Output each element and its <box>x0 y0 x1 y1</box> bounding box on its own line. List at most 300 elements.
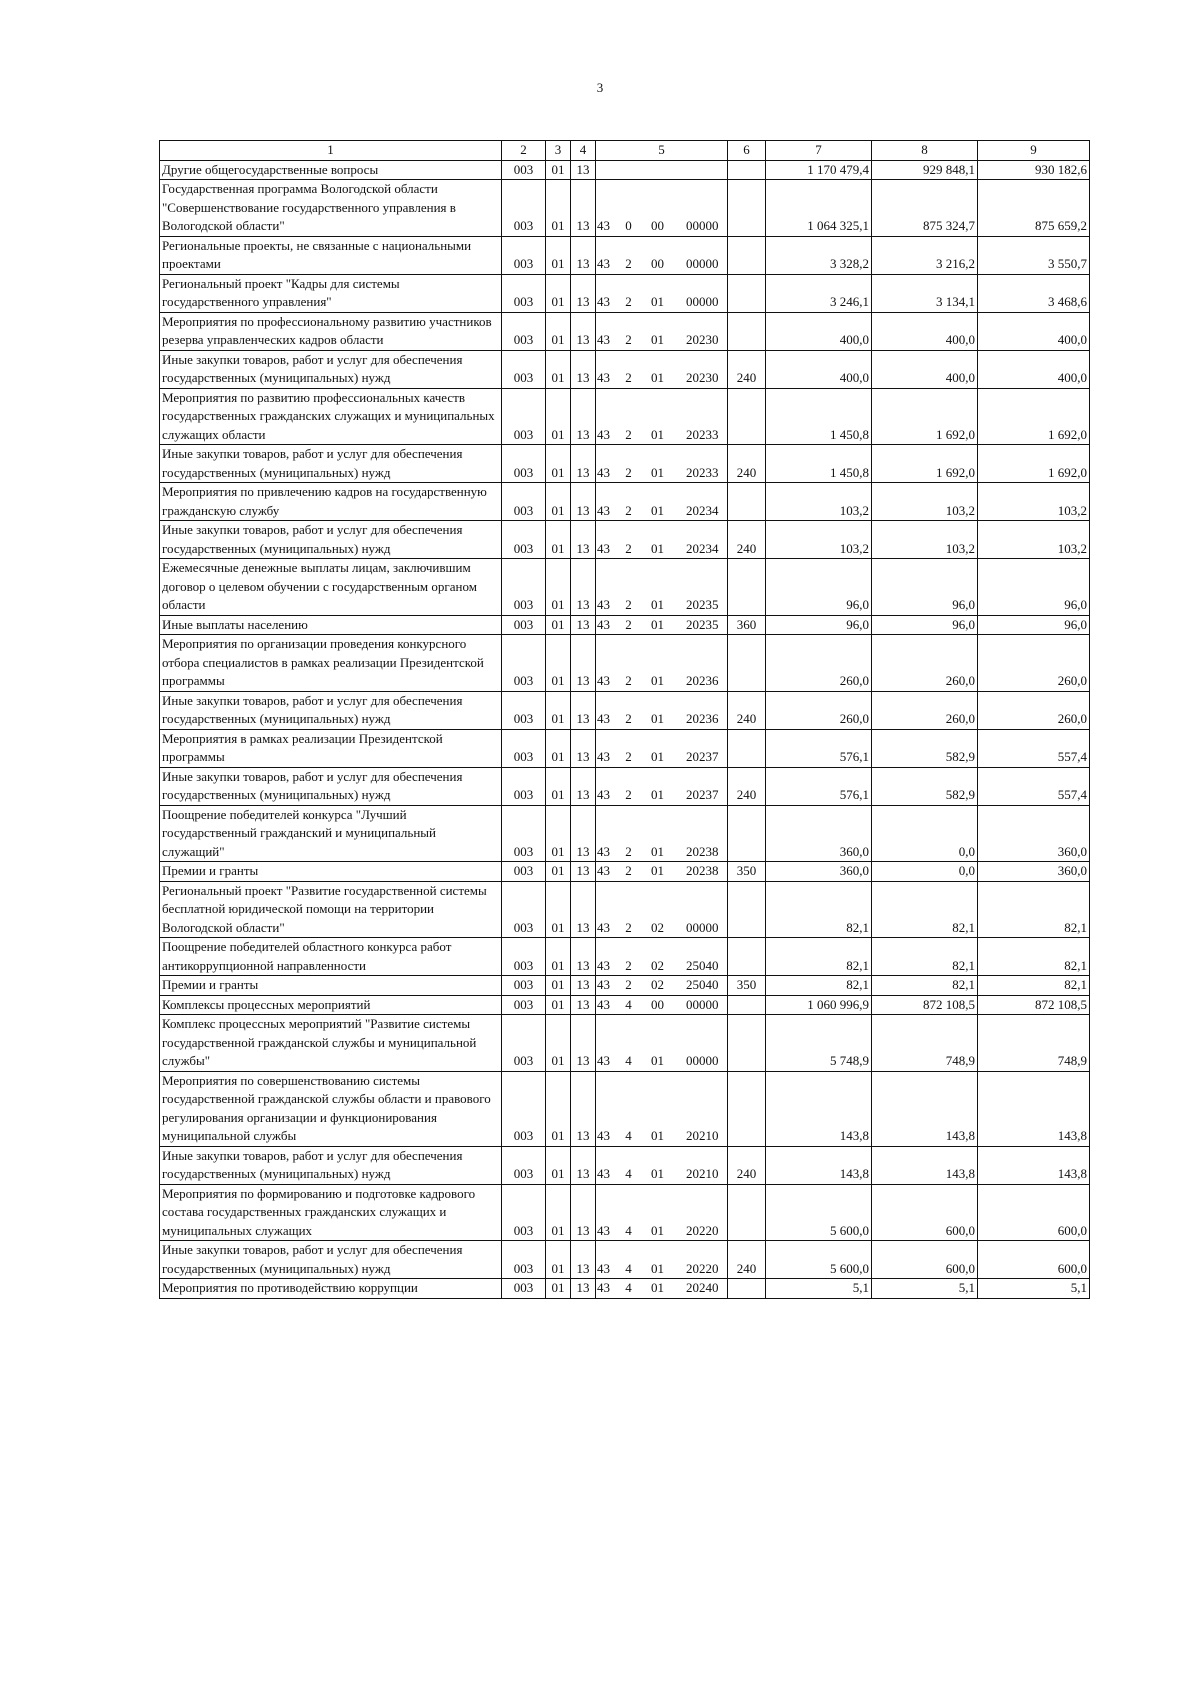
amount-year1-cell: 1 064 325,1 <box>766 180 872 237</box>
csr-direction-cell: 00000 <box>678 180 728 237</box>
vr-cell <box>728 635 766 692</box>
ved-cell: 003 <box>502 881 546 938</box>
ved-cell: 003 <box>502 274 546 312</box>
table-row <box>160 1146 1090 1184</box>
pr-cell: 13 <box>571 881 596 938</box>
amount-year3-cell: 930 182,6 <box>978 160 1090 180</box>
csr-type-cell: 2 <box>620 767 638 805</box>
vr-cell <box>728 312 766 350</box>
amount-year1-cell: 260,0 <box>766 691 872 729</box>
csr-type-cell: 2 <box>620 483 638 521</box>
amount-year3-cell: 96,0 <box>978 615 1090 635</box>
rz-cell: 01 <box>546 236 571 274</box>
csr-type-cell: 2 <box>620 445 638 483</box>
amount-year3-cell: 103,2 <box>978 521 1090 559</box>
amount-year3-cell: 360,0 <box>978 805 1090 862</box>
amount-year2-cell: 103,2 <box>872 483 978 521</box>
csr-direction-cell: 00000 <box>678 274 728 312</box>
csr-element-cell: 00 <box>638 236 678 274</box>
pr-cell: 13 <box>571 995 596 1015</box>
name-cell: Мероприятия в рамках реализации Президентской программы <box>160 729 502 767</box>
amount-year3-cell: 1 692,0 <box>978 388 1090 445</box>
pr-cell: 13 <box>571 521 596 559</box>
vr-cell <box>728 1071 766 1146</box>
rz-cell: 01 <box>546 1241 571 1279</box>
csr-element-cell: 01 <box>638 274 678 312</box>
rz-cell: 01 <box>546 938 571 976</box>
rz-cell: 01 <box>546 805 571 862</box>
csr-program-cell: 43 <box>596 862 620 882</box>
amount-year3-cell: 82,1 <box>978 976 1090 996</box>
csr-program-cell: 43 <box>596 976 620 996</box>
ved-cell: 003 <box>502 976 546 996</box>
csr-type-cell: 4 <box>620 1015 638 1072</box>
rz-cell: 01 <box>546 274 571 312</box>
csr-direction-cell: 20233 <box>678 445 728 483</box>
ved-cell: 003 <box>502 1146 546 1184</box>
csr-element-cell: 00 <box>638 995 678 1015</box>
ved-cell: 003 <box>502 1071 546 1146</box>
amount-year3-cell: 400,0 <box>978 312 1090 350</box>
rz-cell: 01 <box>546 483 571 521</box>
csr-direction-cell: 20220 <box>678 1241 728 1279</box>
name-cell: Мероприятия по развитию профессиональных качеств государственных гражданских служащих и муниципальных служащих области <box>160 388 502 445</box>
pr-cell: 13 <box>571 938 596 976</box>
ved-cell: 003 <box>502 350 546 388</box>
pr-cell: 13 <box>571 635 596 692</box>
csr-element-cell: 01 <box>638 1241 678 1279</box>
amount-year2-cell: 3 134,1 <box>872 274 978 312</box>
pr-cell: 13 <box>571 180 596 237</box>
rz-cell: 01 <box>546 160 571 180</box>
header-cell: 7 <box>766 141 872 161</box>
amount-year2-cell: 82,1 <box>872 976 978 996</box>
csr-element-cell: 01 <box>638 729 678 767</box>
amount-year2-cell: 260,0 <box>872 635 978 692</box>
name-cell: Премии и гранты <box>160 862 502 882</box>
csr-element-cell: 01 <box>638 805 678 862</box>
vr-cell: 240 <box>728 350 766 388</box>
pr-cell: 13 <box>571 805 596 862</box>
csr-direction-cell: 00000 <box>678 236 728 274</box>
table-row <box>160 767 1090 805</box>
csr-direction-cell: 20210 <box>678 1146 728 1184</box>
ved-cell: 003 <box>502 559 546 616</box>
csr-type-cell: 4 <box>620 1146 638 1184</box>
csr-element-cell: 01 <box>638 1184 678 1241</box>
rz-cell: 01 <box>546 881 571 938</box>
amount-year2-cell: 872 108,5 <box>872 995 978 1015</box>
amount-year2-cell: 582,9 <box>872 767 978 805</box>
pr-cell: 13 <box>571 1184 596 1241</box>
amount-year2-cell: 260,0 <box>872 691 978 729</box>
csr-type-cell: 2 <box>620 274 638 312</box>
amount-year2-cell: 0,0 <box>872 862 978 882</box>
amount-year1-cell: 103,2 <box>766 521 872 559</box>
amount-year2-cell: 103,2 <box>872 521 978 559</box>
name-cell: Поощрение победителей областного конкурса работ антикоррупционной направленности <box>160 938 502 976</box>
rz-cell: 01 <box>546 559 571 616</box>
csr-program-cell: 43 <box>596 881 620 938</box>
rz-cell: 01 <box>546 691 571 729</box>
ved-cell: 003 <box>502 691 546 729</box>
table-row <box>160 180 1090 237</box>
amount-year3-cell: 1 692,0 <box>978 445 1090 483</box>
csr-program-cell: 43 <box>596 767 620 805</box>
rz-cell: 01 <box>546 180 571 237</box>
amount-year1-cell: 260,0 <box>766 635 872 692</box>
name-cell: Поощрение победителей конкурса "Лучший государственный гражданский и муниципальный служащий" <box>160 805 502 862</box>
amount-year2-cell: 400,0 <box>872 312 978 350</box>
csr-direction-cell: 00000 <box>678 1015 728 1072</box>
csr-element-cell: 01 <box>638 1146 678 1184</box>
csr-direction-cell: 20235 <box>678 559 728 616</box>
ved-cell: 003 <box>502 1241 546 1279</box>
table-row <box>160 160 1090 180</box>
csr-element-cell: 01 <box>638 615 678 635</box>
amount-year1-cell: 576,1 <box>766 767 872 805</box>
name-cell: Региональный проект "Кадры для системы государственного управления" <box>160 274 502 312</box>
amount-year3-cell: 5,1 <box>978 1279 1090 1299</box>
name-cell: Иные закупки товаров, работ и услуг для обеспечения государственных (муниципальных) нужд <box>160 691 502 729</box>
rz-cell: 01 <box>546 729 571 767</box>
csr-direction-cell: 25040 <box>678 976 728 996</box>
amount-year2-cell: 96,0 <box>872 559 978 616</box>
table-row <box>160 805 1090 862</box>
table-row <box>160 350 1090 388</box>
amount-year2-cell: 96,0 <box>872 615 978 635</box>
pr-cell: 13 <box>571 160 596 180</box>
csr-program-cell: 43 <box>596 729 620 767</box>
amount-year3-cell: 557,4 <box>978 729 1090 767</box>
amount-year2-cell: 929 848,1 <box>872 160 978 180</box>
amount-year2-cell: 0,0 <box>872 805 978 862</box>
csr-element-cell <box>638 160 678 180</box>
amount-year1-cell: 5 600,0 <box>766 1184 872 1241</box>
amount-year3-cell: 360,0 <box>978 862 1090 882</box>
amount-year3-cell: 557,4 <box>978 767 1090 805</box>
csr-type-cell <box>620 160 638 180</box>
name-cell: Ежемесячные денежные выплаты лицам, заключившим договор о целевом обучении с государственным органом области <box>160 559 502 616</box>
amount-year1-cell: 5 748,9 <box>766 1015 872 1072</box>
csr-type-cell: 2 <box>620 691 638 729</box>
amount-year3-cell: 103,2 <box>978 483 1090 521</box>
ved-cell: 003 <box>502 615 546 635</box>
table-row <box>160 521 1090 559</box>
ved-cell: 003 <box>502 521 546 559</box>
vr-cell: 350 <box>728 976 766 996</box>
name-cell: Комплексы процессных мероприятий <box>160 995 502 1015</box>
csr-element-cell: 02 <box>638 938 678 976</box>
rz-cell: 01 <box>546 995 571 1015</box>
amount-year3-cell: 82,1 <box>978 938 1090 976</box>
csr-type-cell: 2 <box>620 388 638 445</box>
pr-cell: 13 <box>571 729 596 767</box>
name-cell: Другие общегосударственные вопросы <box>160 160 502 180</box>
csr-program-cell: 43 <box>596 559 620 616</box>
amount-year2-cell: 143,8 <box>872 1146 978 1184</box>
pr-cell: 13 <box>571 767 596 805</box>
amount-year1-cell: 3 246,1 <box>766 274 872 312</box>
amount-year2-cell: 3 216,2 <box>872 236 978 274</box>
table-row <box>160 312 1090 350</box>
csr-element-cell: 01 <box>638 350 678 388</box>
pr-cell: 13 <box>571 1241 596 1279</box>
vr-cell <box>728 995 766 1015</box>
csr-type-cell: 2 <box>620 559 638 616</box>
vr-cell <box>728 236 766 274</box>
rz-cell: 01 <box>546 1071 571 1146</box>
name-cell: Иные закупки товаров, работ и услуг для обеспечения государственных (муниципальных) нужд <box>160 350 502 388</box>
csr-direction-cell: 20238 <box>678 862 728 882</box>
csr-program-cell: 43 <box>596 938 620 976</box>
table-row <box>160 691 1090 729</box>
csr-type-cell: 4 <box>620 1241 638 1279</box>
name-cell: Иные закупки товаров, работ и услуг для обеспечения государственных (муниципальных) нужд <box>160 1241 502 1279</box>
name-cell: Мероприятия по совершенствованию системы государственной гражданской службы области и правового регулирования организации и функционирования муниципальной службы <box>160 1071 502 1146</box>
amount-year3-cell: 260,0 <box>978 691 1090 729</box>
csr-program-cell: 43 <box>596 1184 620 1241</box>
amount-year2-cell: 875 324,7 <box>872 180 978 237</box>
amount-year1-cell: 400,0 <box>766 350 872 388</box>
rz-cell: 01 <box>546 1184 571 1241</box>
csr-program-cell: 43 <box>596 615 620 635</box>
vr-cell: 240 <box>728 521 766 559</box>
csr-program-cell: 43 <box>596 1241 620 1279</box>
csr-direction-cell: 20236 <box>678 691 728 729</box>
name-cell: Иные закупки товаров, работ и услуг для обеспечения государственных (муниципальных) нужд <box>160 767 502 805</box>
header-cell: 1 <box>160 141 502 161</box>
rz-cell: 01 <box>546 445 571 483</box>
vr-cell: 350 <box>728 862 766 882</box>
vr-cell: 240 <box>728 1146 766 1184</box>
csr-program-cell <box>596 160 620 180</box>
csr-type-cell: 4 <box>620 995 638 1015</box>
table-row <box>160 995 1090 1015</box>
csr-element-cell: 01 <box>638 862 678 882</box>
csr-program-cell: 43 <box>596 805 620 862</box>
name-cell: Премии и гранты <box>160 976 502 996</box>
amount-year3-cell: 872 108,5 <box>978 995 1090 1015</box>
amount-year3-cell: 260,0 <box>978 635 1090 692</box>
pr-cell: 13 <box>571 236 596 274</box>
name-cell: Иные закупки товаров, работ и услуг для обеспечения государственных (муниципальных) нужд <box>160 521 502 559</box>
table-row <box>160 881 1090 938</box>
table-row <box>160 1279 1090 1299</box>
csr-program-cell: 43 <box>596 180 620 237</box>
table-row <box>160 274 1090 312</box>
amount-year1-cell: 96,0 <box>766 615 872 635</box>
name-cell: Мероприятия по привлечению кадров на государственную гражданскую службу <box>160 483 502 521</box>
ved-cell: 003 <box>502 862 546 882</box>
table-row <box>160 559 1090 616</box>
rz-cell: 01 <box>546 1146 571 1184</box>
ved-cell: 003 <box>502 388 546 445</box>
csr-direction-cell: 20234 <box>678 483 728 521</box>
rz-cell: 01 <box>546 1015 571 1072</box>
ved-cell: 003 <box>502 767 546 805</box>
amount-year2-cell: 82,1 <box>872 938 978 976</box>
csr-direction-cell: 20237 <box>678 767 728 805</box>
amount-year3-cell: 748,9 <box>978 1015 1090 1072</box>
amount-year3-cell: 600,0 <box>978 1241 1090 1279</box>
pr-cell: 13 <box>571 1279 596 1299</box>
name-cell: Региональные проекты, не связанные с национальными проектами <box>160 236 502 274</box>
vr-cell <box>728 388 766 445</box>
table-row <box>160 729 1090 767</box>
csr-program-cell: 43 <box>596 388 620 445</box>
table-row <box>160 483 1090 521</box>
ved-cell: 003 <box>502 729 546 767</box>
vr-cell <box>728 180 766 237</box>
csr-program-cell: 43 <box>596 521 620 559</box>
ved-cell: 003 <box>502 445 546 483</box>
csr-program-cell: 43 <box>596 236 620 274</box>
header-cell: 9 <box>978 141 1090 161</box>
csr-element-cell: 01 <box>638 1071 678 1146</box>
table-row <box>160 236 1090 274</box>
rz-cell: 01 <box>546 521 571 559</box>
name-cell: Мероприятия по организации проведения конкурсного отбора специалистов в рамках реализации Президентской программы <box>160 635 502 692</box>
ved-cell: 003 <box>502 1279 546 1299</box>
vr-cell <box>728 1184 766 1241</box>
csr-element-cell: 01 <box>638 521 678 559</box>
csr-element-cell: 01 <box>638 1015 678 1072</box>
page-number: 3 <box>596 80 604 95</box>
csr-direction-cell: 20240 <box>678 1279 728 1299</box>
amount-year2-cell: 82,1 <box>872 881 978 938</box>
csr-element-cell: 01 <box>638 559 678 616</box>
csr-type-cell: 2 <box>620 521 638 559</box>
ved-cell: 003 <box>502 938 546 976</box>
amount-year3-cell: 600,0 <box>978 1184 1090 1241</box>
table-row <box>160 862 1090 882</box>
csr-element-cell: 01 <box>638 1279 678 1299</box>
ved-cell: 003 <box>502 160 546 180</box>
name-cell: Иные закупки товаров, работ и услуг для обеспечения государственных (муниципальных) нужд <box>160 445 502 483</box>
amount-year3-cell: 96,0 <box>978 559 1090 616</box>
amount-year1-cell: 82,1 <box>766 976 872 996</box>
rz-cell: 01 <box>546 862 571 882</box>
csr-direction-cell: 20234 <box>678 521 728 559</box>
csr-program-cell: 43 <box>596 483 620 521</box>
vr-cell: 240 <box>728 691 766 729</box>
vr-cell: 360 <box>728 615 766 635</box>
csr-type-cell: 4 <box>620 1279 638 1299</box>
csr-program-cell: 43 <box>596 1279 620 1299</box>
csr-type-cell: 2 <box>620 881 638 938</box>
csr-element-cell: 01 <box>638 388 678 445</box>
csr-element-cell: 01 <box>638 767 678 805</box>
csr-program-cell: 43 <box>596 635 620 692</box>
header-cell: 2 <box>502 141 546 161</box>
csr-direction-cell: 20230 <box>678 312 728 350</box>
pr-cell: 13 <box>571 559 596 616</box>
name-cell: Комплекс процессных мероприятий "Развитие системы государственной гражданской службы и муниципальной службы" <box>160 1015 502 1072</box>
amount-year3-cell: 143,8 <box>978 1146 1090 1184</box>
amount-year1-cell: 360,0 <box>766 805 872 862</box>
name-cell: Мероприятия по формированию и подготовке кадрового состава государственных гражданских служащих и муниципальных служащих <box>160 1184 502 1241</box>
header-cell: 8 <box>872 141 978 161</box>
vr-cell <box>728 483 766 521</box>
rz-cell: 01 <box>546 350 571 388</box>
amount-year1-cell: 1 450,8 <box>766 388 872 445</box>
amount-year1-cell: 82,1 <box>766 881 872 938</box>
csr-program-cell: 43 <box>596 691 620 729</box>
csr-element-cell: 02 <box>638 881 678 938</box>
csr-program-cell: 43 <box>596 1146 620 1184</box>
amount-year1-cell: 1 450,8 <box>766 445 872 483</box>
header-cell: 5 <box>596 141 728 161</box>
amount-year2-cell: 5,1 <box>872 1279 978 1299</box>
pr-cell: 13 <box>571 1071 596 1146</box>
pr-cell: 13 <box>571 1146 596 1184</box>
rz-cell: 01 <box>546 1279 571 1299</box>
amount-year3-cell: 400,0 <box>978 350 1090 388</box>
csr-element-cell: 01 <box>638 312 678 350</box>
csr-direction-cell: 20238 <box>678 805 728 862</box>
amount-year2-cell: 1 692,0 <box>872 445 978 483</box>
amount-year3-cell: 875 659,2 <box>978 180 1090 237</box>
rz-cell: 01 <box>546 976 571 996</box>
amount-year2-cell: 600,0 <box>872 1184 978 1241</box>
csr-direction-cell: 20220 <box>678 1184 728 1241</box>
name-cell: Мероприятия по профессиональному развитию участников резерва управленческих кадров области <box>160 312 502 350</box>
csr-direction-cell: 20235 <box>678 615 728 635</box>
vr-cell <box>728 1279 766 1299</box>
vr-cell <box>728 1015 766 1072</box>
csr-direction-cell: 20233 <box>678 388 728 445</box>
rz-cell: 01 <box>546 388 571 445</box>
csr-element-cell: 01 <box>638 483 678 521</box>
amount-year1-cell: 1 170 479,4 <box>766 160 872 180</box>
header-cell: 3 <box>546 141 571 161</box>
csr-program-cell: 43 <box>596 1071 620 1146</box>
vr-cell: 240 <box>728 1241 766 1279</box>
table-row <box>160 976 1090 996</box>
pr-cell: 13 <box>571 1015 596 1072</box>
csr-type-cell: 2 <box>620 976 638 996</box>
csr-element-cell: 01 <box>638 635 678 692</box>
amount-year3-cell: 143,8 <box>978 1071 1090 1146</box>
csr-direction-cell: 25040 <box>678 938 728 976</box>
csr-direction-cell: 20230 <box>678 350 728 388</box>
name-cell: Иные закупки товаров, работ и услуг для обеспечения государственных (муниципальных) нужд <box>160 1146 502 1184</box>
csr-program-cell: 43 <box>596 995 620 1015</box>
amount-year2-cell: 400,0 <box>872 350 978 388</box>
name-cell: Мероприятия по противодействию коррупции <box>160 1279 502 1299</box>
vr-cell: 240 <box>728 445 766 483</box>
ved-cell: 003 <box>502 995 546 1015</box>
ved-cell: 003 <box>502 805 546 862</box>
csr-direction-cell: 00000 <box>678 881 728 938</box>
csr-element-cell: 00 <box>638 180 678 237</box>
header-cell: 6 <box>728 141 766 161</box>
csr-program-cell: 43 <box>596 350 620 388</box>
amount-year1-cell: 3 328,2 <box>766 236 872 274</box>
csr-program-cell: 43 <box>596 274 620 312</box>
csr-program-cell: 43 <box>596 445 620 483</box>
amount-year1-cell: 360,0 <box>766 862 872 882</box>
pr-cell: 13 <box>571 862 596 882</box>
amount-year3-cell: 3 550,7 <box>978 236 1090 274</box>
csr-type-cell: 2 <box>620 938 638 976</box>
header-row <box>160 141 1090 161</box>
amount-year1-cell: 5,1 <box>766 1279 872 1299</box>
header-cell: 4 <box>571 141 596 161</box>
ved-cell: 003 <box>502 312 546 350</box>
table-row <box>160 1015 1090 1072</box>
